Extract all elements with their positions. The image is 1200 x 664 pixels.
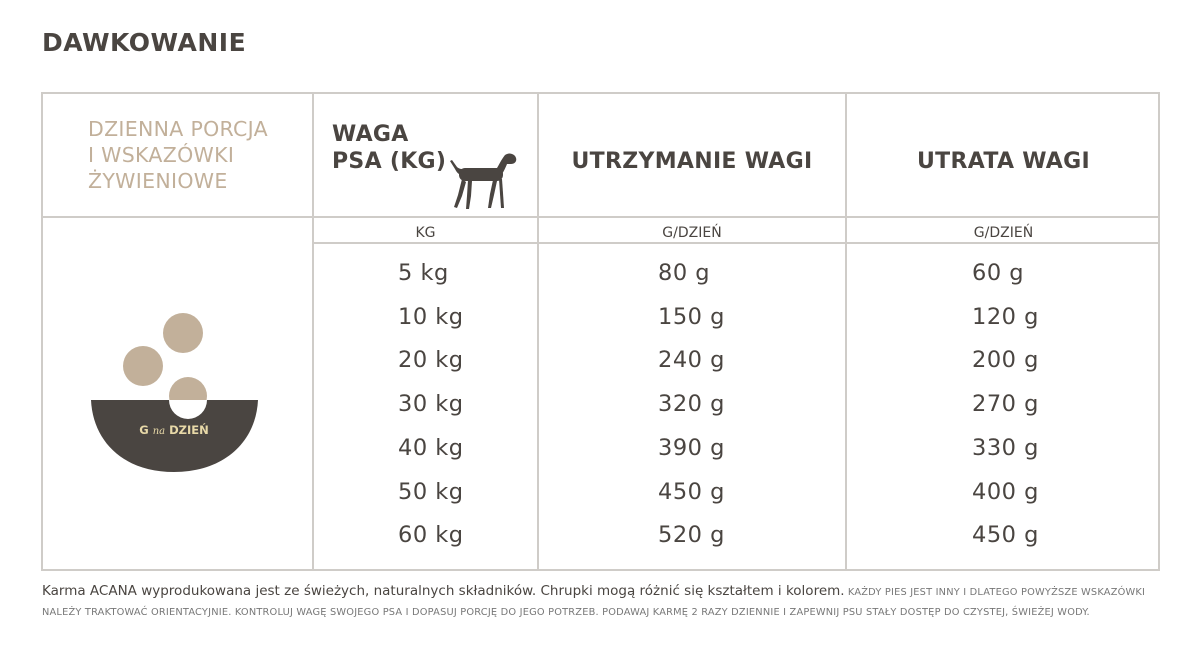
cell-maintenance: 320 g [658,391,725,417]
bowl-label: G na DZIEŃ [139,423,209,437]
cell-loss: 200 g [972,347,1039,373]
dog-icon [443,149,521,213]
column-divider [312,94,314,569]
cell-weight: 30 kg [398,391,464,417]
cell-maintenance: 240 g [658,347,725,373]
header-dog-weight: WAGA PSA (KG) [332,122,447,174]
unit-maintenance: G/DZIEŃ [662,225,722,241]
feeding-table [41,92,1160,571]
unit-loss: G/DZIEŃ [973,225,1034,241]
cell-loss: 270 g [972,391,1039,417]
cell-maintenance: 80 g [658,260,711,286]
cell-loss: 400 g [972,479,1039,505]
cell-maintenance: 450 g [658,479,725,505]
kibble-bowl-icon [89,312,259,472]
cell-weight: 40 kg [398,435,464,461]
page-title: DAWKOWANIE [42,28,247,57]
header-maintenance: UTRZYMANIE WAGI [571,149,813,174]
row-divider [312,242,1158,244]
header-weight-loss: UTRATA WAGI [917,149,1090,174]
cell-loss: 120 g [972,304,1039,330]
cell-weight: 20 kg [398,347,464,373]
row-divider [43,216,1158,218]
cell-loss: 450 g [972,522,1039,548]
cell-weight: 10 kg [398,304,464,330]
intro-text: DZIENNA PORCJA I WSKAZÓWKI ŻYWIENIOWE [88,117,268,193]
cell-loss: 60 g [972,260,1025,286]
cell-weight: 50 kg [398,479,464,505]
footer-note [42,582,1162,622]
footer-lead: Karma ACANA wyprodukowana jest ze świeżych, naturalnych składników. Chrupki mogą różnić się kształtem i kolorem. [42,583,845,599]
bowl-illustration [89,312,259,472]
footer-rest: KAŻDY PIES JEST INNY I DLATEGO POWYŻSZE WSKAZÓWKI NALEŻY TRAKTOWAĆ ORIENTACYJNIE. KONTROLUJ WAGĘ SWOJEGO PSA I DOPASUJ PORCJĘ DO JEGO POTRZEB. PODAWAJ KARMĘ 2 RAZY DZIENNIE I ZAPEWNIJ PSU STAŁY DOSTĘP DO CZYSTEJ, ŚWIEŻEJ WODY. [42,587,1146,618]
cell-maintenance: 390 g [658,435,725,461]
unit-weight: KG [415,225,436,241]
cell-weight: 5 kg [398,260,449,286]
cell-loss: 330 g [972,435,1039,461]
cell-weight: 60 kg [398,522,464,548]
cell-maintenance: 520 g [658,522,725,548]
cell-maintenance: 150 g [658,304,725,330]
